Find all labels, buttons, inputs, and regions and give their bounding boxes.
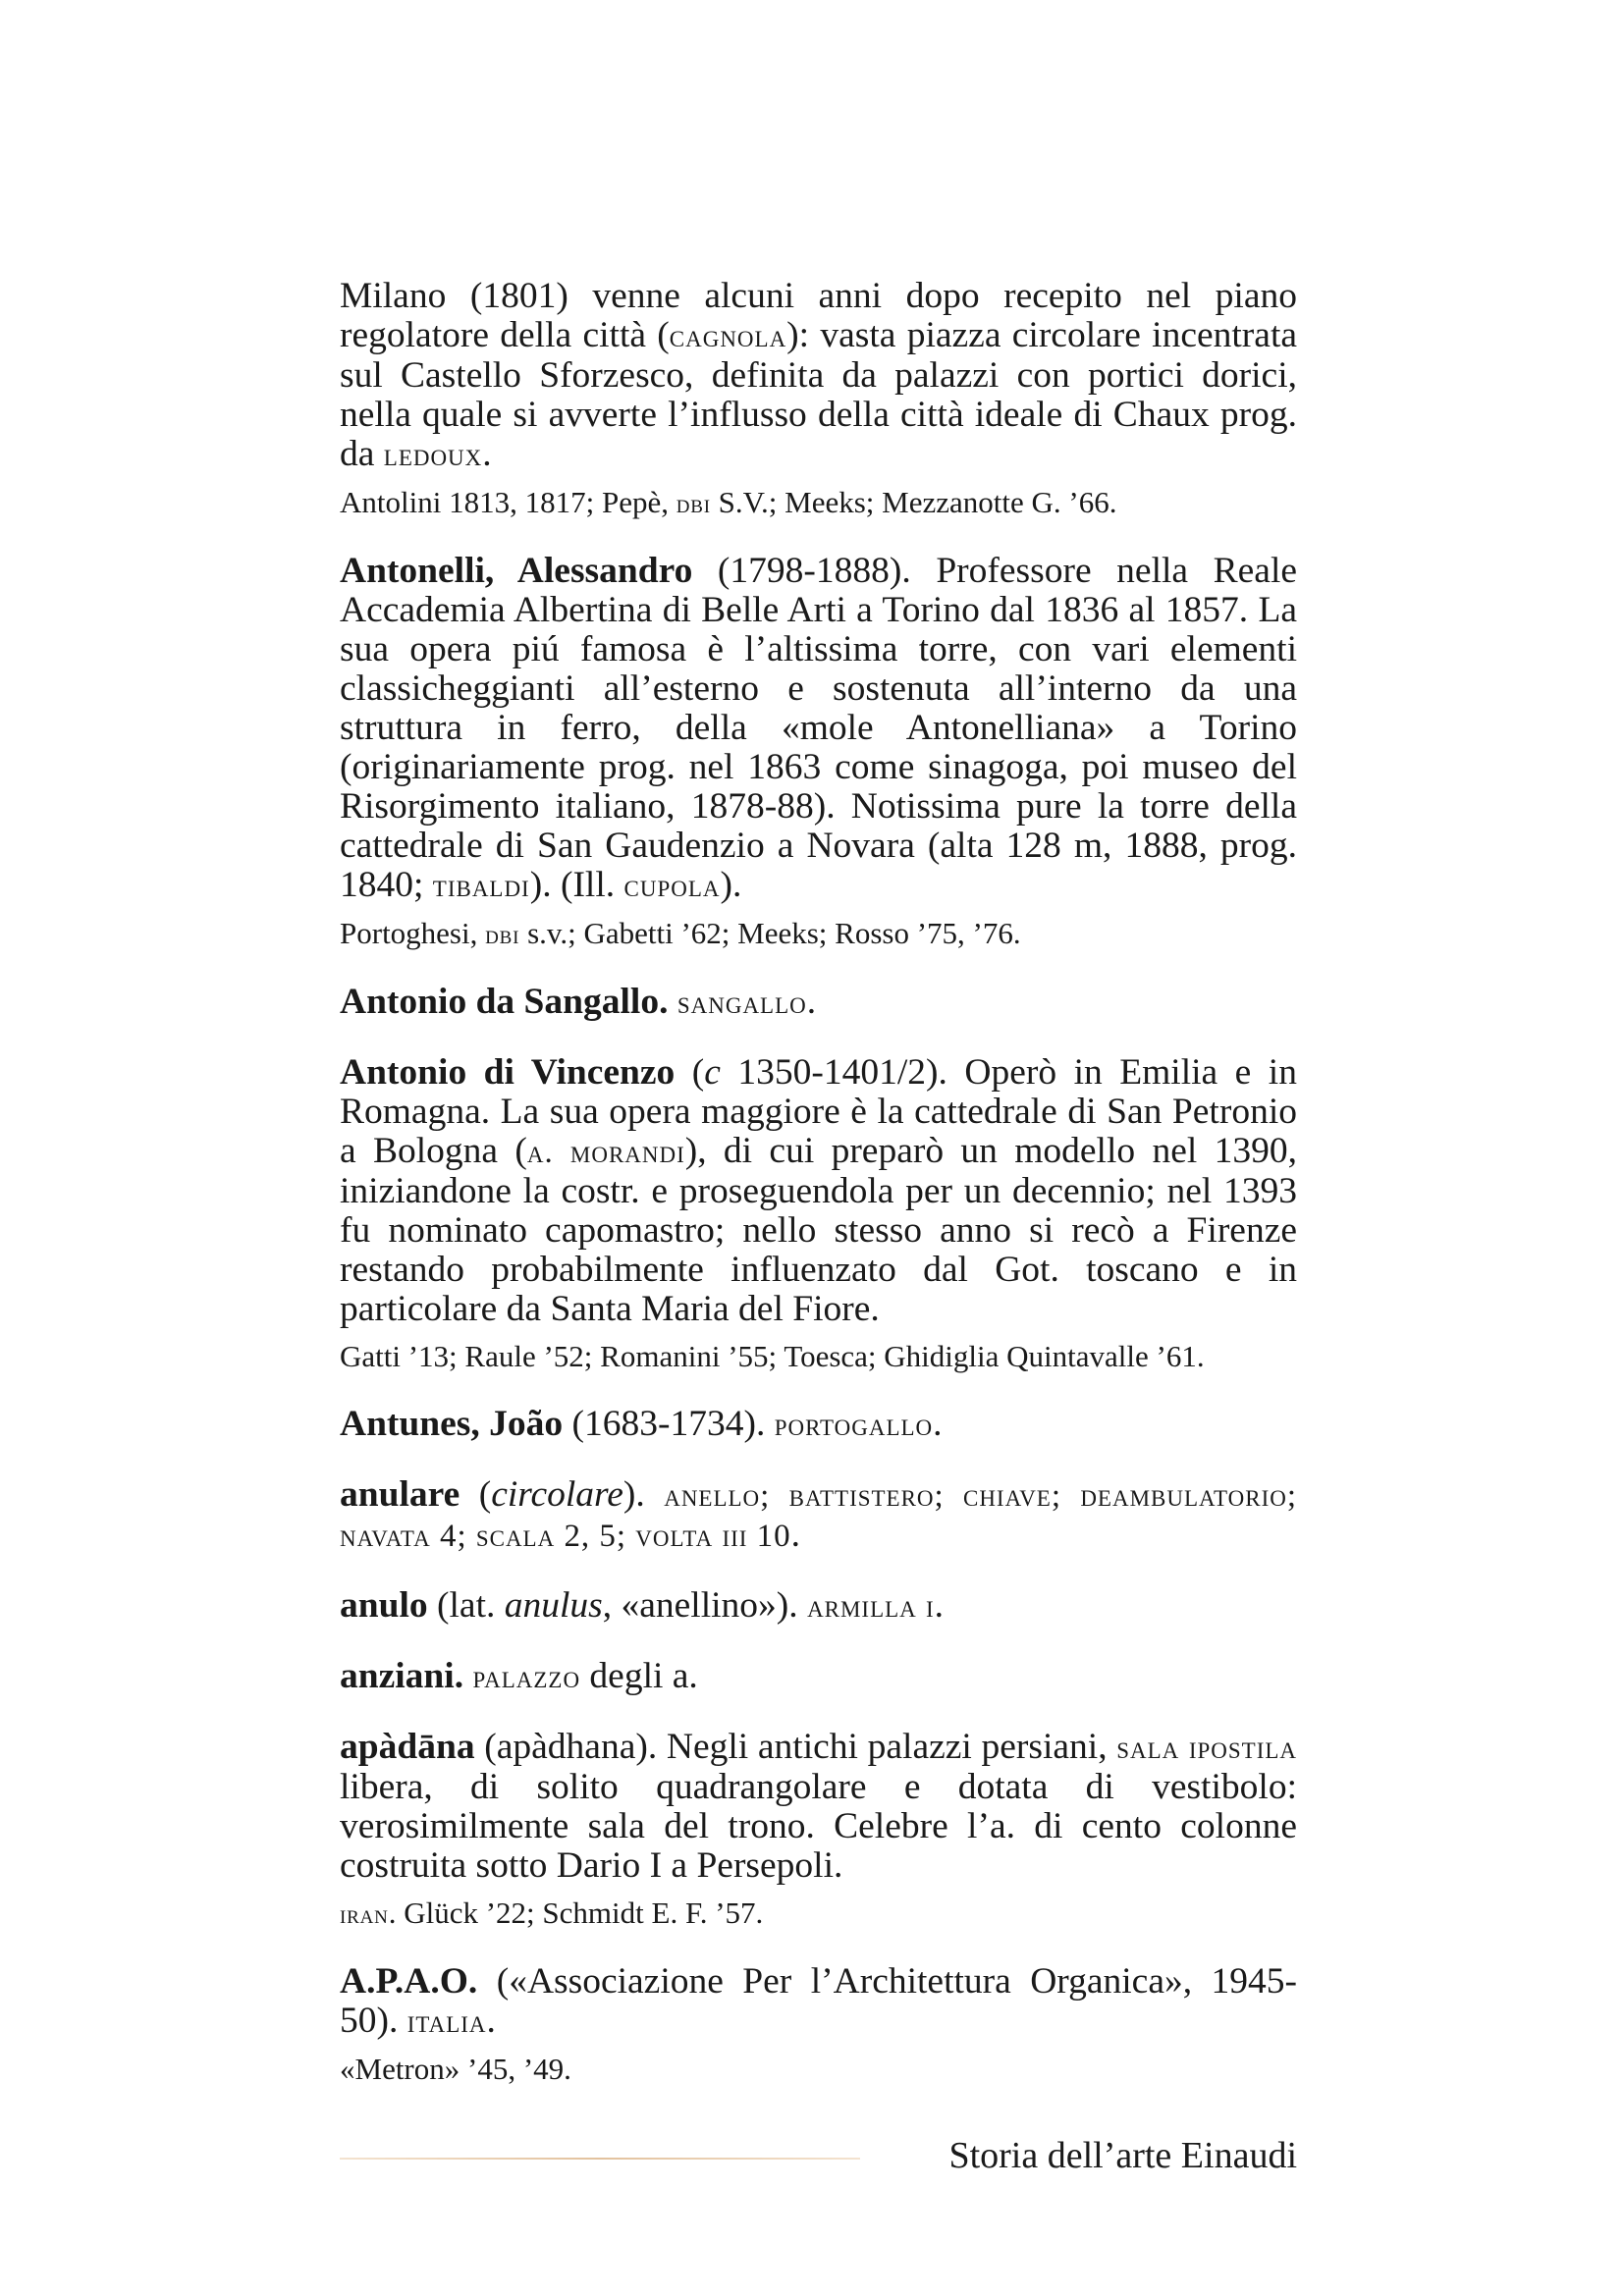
text-run: S.V.; Meeks; Mezzanotte G. ’66. — [710, 485, 1117, 519]
entry-body — [340, 1657, 1297, 1697]
cross-reference: cupola — [623, 869, 721, 904]
text-run: («Associazione Per l’Architettura Organica», 1945-50). — [340, 1961, 1297, 2041]
cross-reference: ledoux — [383, 438, 483, 473]
bibliography — [340, 485, 1297, 521]
headword: apàdāna — [340, 1727, 475, 1767]
cross-reference: sangallo — [676, 986, 807, 1021]
text-run: . — [933, 1404, 943, 1444]
entry-anulo — [340, 1586, 1297, 1627]
headword: Antunes, João — [340, 1404, 564, 1444]
cross-reference: anello; battistero; chiave; deambulatorio; navata 4; scala 2, 5; volta iii 10 — [340, 1478, 1297, 1554]
text-run: Milano (1801) venne alcuni anni dopo recepito nel piano regolatore della città ( — [340, 276, 1297, 355]
text-run: (apàdhana). Negli antichi palazzi persiani, — [474, 1727, 1117, 1767]
bibliography — [340, 916, 1297, 952]
entry-apao — [340, 1962, 1297, 2087]
text-run: Gatti ’13; Raule ’52; Romanini ’55; Toesca; Ghidiglia Quintavalle ’61. — [340, 1339, 1205, 1373]
entry-antonio-da-sangallo — [340, 983, 1297, 1023]
text-run: ). — [720, 865, 742, 905]
headword: A.P.A.O. — [340, 1961, 478, 2002]
headword: Antonelli, Alessandro — [340, 551, 693, 591]
entry-body — [340, 1475, 1297, 1556]
text-run: (lat. — [427, 1585, 505, 1626]
text-run: 1350-1401/2). Operò in Emilia e in Romagna. La sua opera maggiore è la cattedrale di San Petronio a Bologna ( — [340, 1052, 1297, 1171]
entry-body — [340, 552, 1297, 906]
text-run: ). (Ill. — [529, 865, 624, 905]
text-column — [340, 277, 1297, 2087]
text-run: . — [934, 1585, 945, 1626]
entry-body — [340, 1962, 1297, 2042]
cross-reference: sala ipostila — [1116, 1731, 1297, 1766]
text-run: Antolini 1813, 1817; Pepè, — [340, 485, 676, 519]
cross-reference: iran — [340, 1899, 389, 1929]
entry-body — [340, 1586, 1297, 1627]
cross-reference: italia — [406, 2004, 487, 2040]
entry-body — [340, 1728, 1297, 1886]
text-run — [668, 982, 676, 1022]
text-run: . — [486, 2001, 496, 2041]
cross-reference: armilla i — [807, 1589, 935, 1625]
text-run: ). — [622, 1474, 665, 1515]
headword: anziani. — [340, 1656, 464, 1696]
text-run: . — [790, 1515, 801, 1555]
text-run: Portoghesi, — [340, 916, 486, 950]
abbreviation: dbi — [676, 489, 711, 518]
text-run: «Metron» ’45, ’49. — [340, 2052, 571, 2086]
bibliography — [340, 1339, 1297, 1374]
text-run: (1798-1888). Professore nella Reale Accademia Albertina di Belle Arti a Torino dal 1836 al 1857. La sua opera piú famosa è l’altissima torre, con vari elementi classicheggianti all’esterno e sostenuta all’interno da una struttura in ferro, della «mole Antonelliana» a Torino (originariamente prog. nel 1863 come sinagoga, poi museo del Risorgimento italiano, 1878-88). Notissima pure la torre della cattedrale di San Gaudenzio a Novara (alta 128 m, 1888, prog. 1840; — [340, 551, 1298, 905]
entry-apadana — [340, 1728, 1297, 1932]
text-run: , «anellino»). — [602, 1585, 808, 1626]
entry-body — [340, 277, 1297, 475]
abbreviation: dbi — [485, 920, 520, 949]
text-run: s.v.; Gabetti ’62; Meeks; Rosso ’75, ’76. — [519, 916, 1021, 950]
text-run: libera, di solito quadrangolare e dotata di vestibolo: verosimilmente sala del trono. Celebre l’a. di cento colonne costruita sotto Dario I a Persepoli. — [340, 1767, 1297, 1886]
entry-anziani — [340, 1657, 1297, 1697]
entry-antonelli — [340, 552, 1297, 952]
headword: Antonio da Sangallo. — [340, 982, 669, 1022]
latin-term: anulus — [504, 1585, 603, 1626]
text-run: ): vasta piazza circolare incentrata sul Castello Sforzesco, definita da palazzi con portici dorici, nella quale si avverte l’influsso della città ideale di Chaux prog. da — [340, 315, 1298, 474]
text-run: . — [482, 434, 492, 474]
circa-abbreviation: c — [704, 1052, 721, 1093]
page-footer — [340, 2134, 1297, 2177]
cross-reference: tibaldi — [432, 869, 530, 904]
cross-reference: cagnola — [669, 319, 787, 354]
footer-rule — [340, 2158, 860, 2160]
cross-reference: portogallo — [774, 1408, 934, 1443]
headword: anulare — [340, 1474, 460, 1515]
bibliography — [340, 2052, 1297, 2087]
footer-title: Storia dell’arte Einaudi — [948, 2135, 1297, 2176]
cross-reference: palazzo — [472, 1660, 581, 1695]
text-run: ), di cui preparò un modello nel 1390, iniziandone la costr. e proseguendola per un decennio; nel 1393 fu nominato capomastro; nello stesso anno si recò a Firenze restando probabilmente influenzato dal Got. toscano e in particolare da Santa Maria del Fiore. — [340, 1131, 1297, 1329]
entry-body — [340, 983, 1297, 1023]
text-run: ( — [460, 1474, 492, 1515]
entry-antunes — [340, 1405, 1297, 1445]
entry-body — [340, 1053, 1297, 1329]
text-run: . Glück ’22; Schmidt E. F. ’57. — [388, 1896, 764, 1930]
entry-milano-continuation — [340, 277, 1297, 521]
headword: anulo — [340, 1585, 428, 1626]
text-run: . — [806, 982, 817, 1022]
synonym: circolare — [491, 1474, 623, 1515]
entry-anulare — [340, 1475, 1297, 1556]
text-run: (1683-1734). — [563, 1404, 775, 1444]
entry-antonio-di-vincenzo — [340, 1053, 1297, 1374]
text-run: ( — [675, 1052, 705, 1093]
bibliography — [340, 1896, 1297, 1932]
text-run: degli a. — [580, 1656, 698, 1696]
entry-body — [340, 1405, 1297, 1445]
headword: Antonio di Vincenzo — [340, 1052, 676, 1093]
cross-reference: a. morandi — [526, 1135, 685, 1170]
